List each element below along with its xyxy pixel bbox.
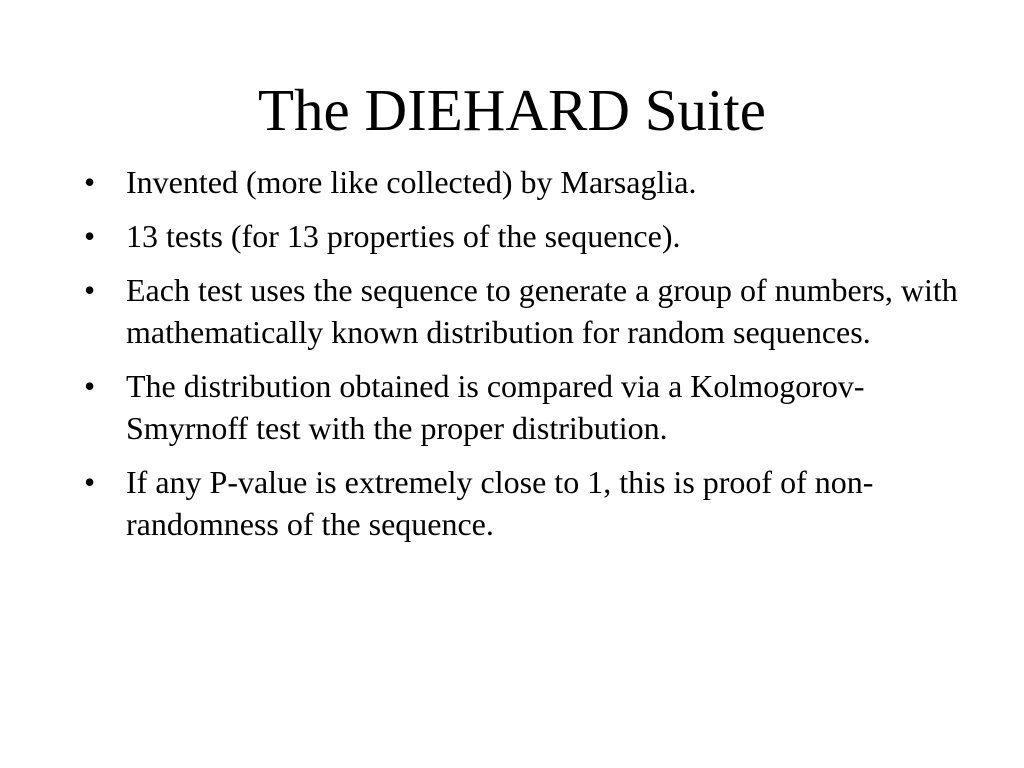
- bullet-icon: •: [84, 368, 96, 404]
- bullet-item: [84, 269, 964, 353]
- bullet-text: Each test uses the sequence to generate a group of numbers, with mathematically known distribution for random sequences.: [126, 272, 958, 350]
- bullet-text: Invented (more like collected) by Marsaglia.: [126, 164, 697, 200]
- bullet-text: If any P-value is extremely close to 1, this is proof of non-randomness of the sequence.: [126, 464, 874, 542]
- bullet-item: [84, 365, 964, 449]
- bullet-icon: •: [84, 272, 96, 308]
- bullet-icon: •: [84, 164, 96, 200]
- bullet-text: The distribution obtained is compared via a Kolmogorov-Smyrnoff test with the proper distribution.: [126, 368, 865, 446]
- bullet-icon: •: [84, 218, 96, 254]
- bullet-text: 13 tests (for 13 properties of the sequence).: [126, 218, 681, 254]
- bullet-item: [84, 215, 964, 257]
- bullet-list: [84, 161, 964, 557]
- bullet-item: [84, 161, 964, 203]
- bullet-icon: •: [84, 464, 96, 500]
- slide-title: The DIEHARD Suite: [258, 77, 766, 143]
- bullet-item: [84, 461, 964, 545]
